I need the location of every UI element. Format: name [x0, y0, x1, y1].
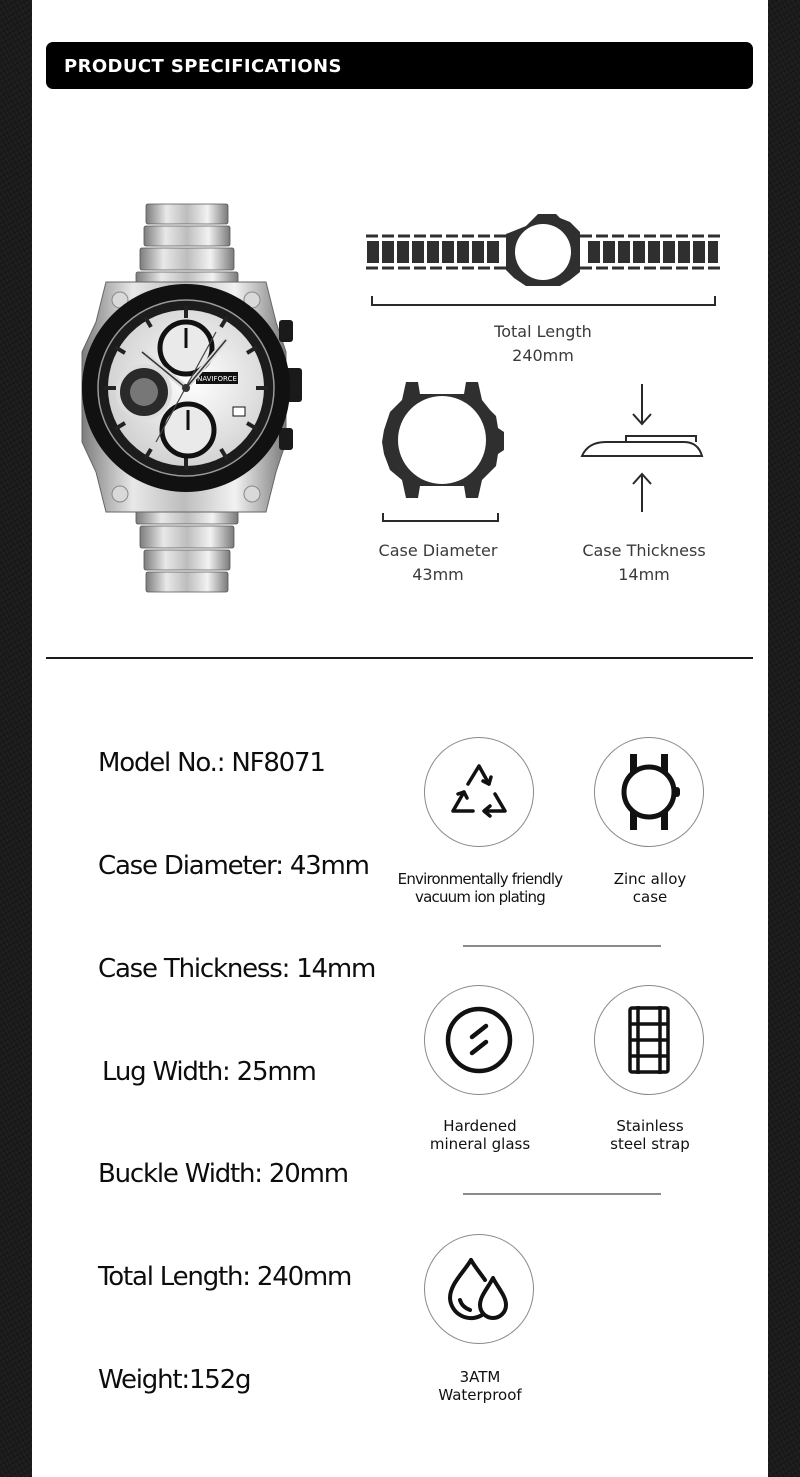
steel-strap-icon — [628, 1005, 670, 1075]
watch-case-icon — [614, 752, 684, 832]
section-divider — [46, 657, 753, 659]
feature-zinc-case — [594, 737, 704, 847]
spec-lug-width: Lug Width: 25mm — [102, 1057, 316, 1087]
feature-eco-plating-label: Environmentally friendly vacuum ion plating — [397, 870, 563, 906]
spec-buckle-width: Buckle Width: 20mm — [98, 1159, 348, 1189]
section-title: PRODUCT SPECIFICATIONS — [64, 56, 342, 77]
case-thickness-value: 14mm — [618, 565, 670, 584]
case-diameter-label — [338, 539, 538, 587]
feature-mineral-glass-label: Hardened mineral glass — [429, 1117, 531, 1153]
feature-eco-plating — [424, 737, 534, 847]
spec-weight: Weight:152g — [98, 1365, 251, 1395]
spec-case-diameter: Case Diameter: 43mm — [98, 851, 369, 881]
total-length-value: 240mm — [512, 346, 574, 365]
case-diameter-diagram — [380, 380, 506, 500]
water-drops-icon — [446, 1256, 512, 1322]
case-thickness-label — [544, 539, 744, 587]
case-diameter-title: Case Diameter — [378, 541, 498, 560]
case-diameter-value: 43mm — [412, 565, 464, 584]
recycle-icon — [447, 760, 511, 824]
feature-zinc-case-label: Zinc alloy case — [613, 870, 687, 906]
feature-divider — [463, 945, 661, 947]
total-length-bracket — [371, 296, 716, 306]
spec-total-length: Total Length: 240mm — [98, 1262, 352, 1292]
feature-steel-strap-label: Stainless steel strap — [610, 1117, 690, 1153]
feature-waterproof — [424, 1234, 534, 1344]
spec-model-number: Model No.: NF8071 — [98, 748, 325, 778]
total-length-title: Total Length — [494, 322, 592, 341]
svg-text:NAVIFORCE: NAVIFORCE — [197, 375, 237, 383]
strap-length-diagram — [366, 210, 720, 310]
case-diameter-bracket — [382, 513, 499, 522]
case-thickness-title: Case Thickness — [582, 541, 706, 560]
spec-case-thickness: Case Thickness: 14mm — [98, 954, 376, 984]
feature-mineral-glass — [424, 985, 534, 1095]
feature-waterproof-label: 3ATM Waterproof — [438, 1368, 522, 1404]
case-thickness-diagram — [580, 382, 706, 514]
section-header — [46, 42, 753, 89]
product-watch-image — [76, 202, 304, 594]
feature-divider — [463, 1193, 661, 1195]
total-length-label — [443, 320, 643, 368]
glass-icon — [444, 1005, 514, 1075]
feature-steel-strap — [594, 985, 704, 1095]
